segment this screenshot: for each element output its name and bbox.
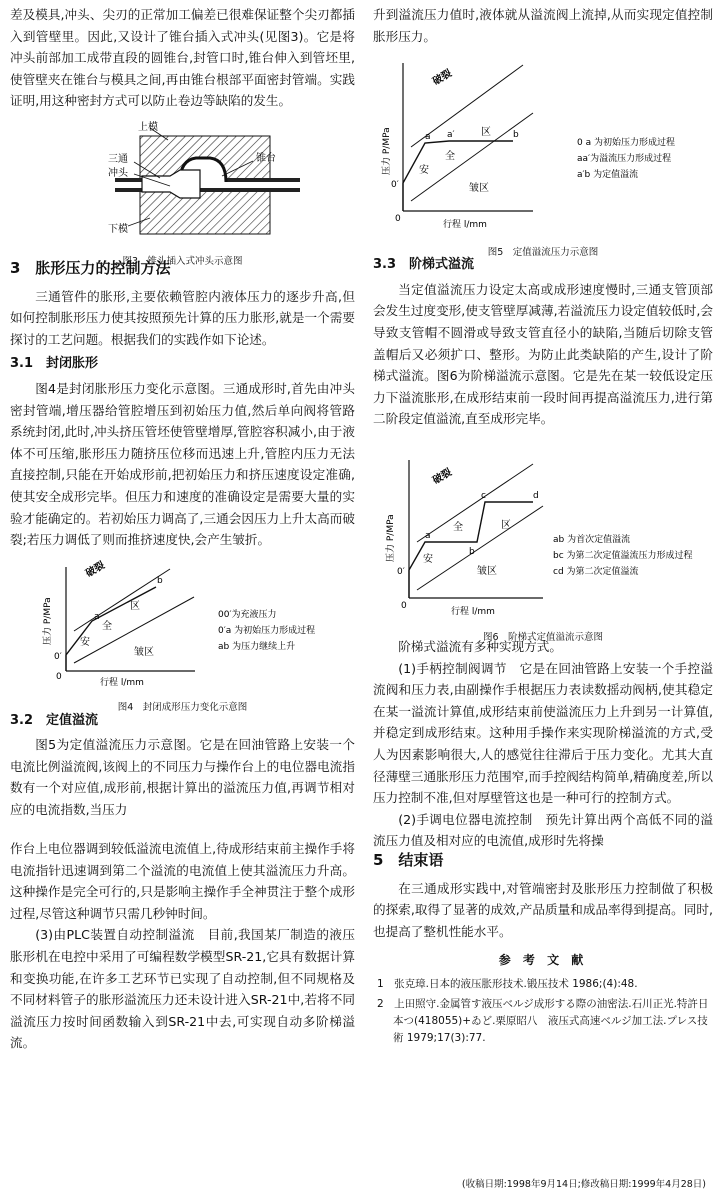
point-c: c: [481, 490, 486, 501]
point-a: a: [425, 530, 431, 541]
x-axis-label: 行程 l/mm: [100, 677, 144, 688]
label-full: 全: [445, 151, 455, 163]
label-burst: 破裂: [431, 68, 454, 88]
label-burst: 破裂: [431, 467, 454, 487]
paragraph: 阶梯式溢流有多种实现方式。: [398, 638, 562, 654]
subsection-title: 3.1 封闭胀形: [10, 356, 99, 372]
paragraph: 图4是封闭胀形压力变化示意图。三通成形时,首先由冲头密封管端,增压器给管腔增压到初始压力值,然后单向阀将管路系统封闭,此时,冲头挤压管坯使管壁增厚,管腔容积减小,由于液体不可压缩,胀形压力随挤压位移而迅速上升,管腔内压力无法直接控制,只能在开始成形前,把初始压力和挤压速度设定准确,使其安全成形完毕。但压力和速度的准确设定是需要大量的实验才能确定的。若初始压力调高了,三通会因压力上升太高而破裂;若压力调低了则而推挤速度快,会产生皱折。: [10, 380, 355, 548]
pressure-curve: [403, 141, 513, 211]
section-title: 3 胀形压力的控制方法: [10, 258, 171, 277]
left-column: [10, 4, 355, 821]
label-full: 全: [102, 620, 112, 632]
reference-item: 2 上田照守.金属管す液压ベルジ成形する際の油密法.石川正光.特許日本つ(418055)+ゐど.栗原昭八 液压式高速ベルジ加工法.プレス技術 1979;17(3):77.: [377, 997, 709, 1044]
label-upper-die: 上模: [138, 121, 158, 133]
pressure-diagram: [373, 55, 713, 235]
legend-item: cd 为第二次定值溢流: [553, 566, 639, 577]
label-wrinkle: 皱区: [134, 646, 154, 658]
legend-item: ab 为压力继续上升: [218, 641, 296, 652]
paragraph: 图5为定值溢流压力示意图。它是在回油管路上安装一个电流比例溢流阀,该阀上的不同压力与操作台上的电位器电流指数有一个对应值,成形前,根据计算出的溢流压力值,再调节相对应的电流指数,当压力: [10, 737, 355, 818]
label-zone: 区: [501, 519, 511, 531]
section-title: 5 结束语: [373, 851, 444, 869]
point-o: 0: [395, 214, 401, 225]
legend-item: 00′为充液压力: [218, 609, 277, 620]
point-a: a: [94, 611, 100, 622]
subsection-title: 3.2 定值溢流: [10, 712, 99, 728]
pressure-diagram: [10, 559, 355, 691]
bottom-left-column: [10, 838, 355, 1054]
paragraph: 在三通成形实践中,对管端密封及胀形压力控制做了积极的探索,取得了显著的成效,产品质量和成品率得到提高。同时,也提高了整机性能水平。: [373, 880, 713, 939]
label-full: 全: [453, 521, 463, 533]
y-axis-label: 压力 P/MPa: [386, 514, 396, 562]
figure-caption: 图3 锥头插入式冲头示意图: [122, 255, 243, 267]
y-axis-label: 压力 P/MPa: [43, 597, 53, 645]
figure-caption: 图5 定值溢流压力示意图: [487, 246, 599, 258]
point-b: b: [469, 546, 475, 557]
legend-item: 0′a 为初始压力形成过程: [218, 625, 316, 636]
y-axis-label: 压力 P/MPa: [382, 127, 392, 176]
subsection-title: 3.3 阶梯式溢流: [373, 257, 475, 273]
label-safe: 安: [419, 165, 429, 177]
received-dates: (收稿日期:1998年9月14日;修改稿日期:1999年4月28日): [461, 1179, 706, 1190]
figure-3: [10, 116, 355, 267]
point-b: b: [157, 575, 163, 586]
label-safe: 安: [423, 553, 433, 565]
label-zone: 区: [481, 127, 491, 139]
figure-caption: 图4 封闭成形压力变化示意图: [117, 702, 248, 714]
legend-item: a′b 为定值溢流: [577, 170, 639, 181]
lower-die: [140, 190, 270, 234]
bottom-right-column: [373, 850, 713, 1050]
label-tee: 三通: [108, 153, 128, 165]
paragraph: 当定值溢流压力设定太高或成形速度慢时,三通支管顶部会发生过度变形,使支管壁厚减薄,若溢流压力设定值较低时,会导致支管帽不圆滑或导致支管直径小的缺陷,当随后切除支管盖帽后又必须扩口、整形。为防止此类缺陷的产生,设计了阶梯式溢流。图6为阶梯溢流示意图。它是先在某一较低设定压力下溢流胀形,在成形结束前一段时间再提高溢流压力,进行第二阶段定值溢流,直至成形完毕。: [373, 281, 713, 427]
legend-item: bc 为第二次定值溢流压力形成过程: [553, 550, 693, 561]
right-column: [373, 4, 713, 852]
paragraph: (3)由PLC装置自动控制溢流 目前,我国某厂制造的液压胀形机在电控中采用了可编程数学模型SR-21,它具有数据计算和变换功能,在许多工艺环节已实现了自动控制,但不同规格及不同材料管子的胀形溢流压力还未设计进入SR-21中,若将不同溢流压力按时间函数输入到SR-21中去,可实现自动多阶梯溢流。: [10, 927, 355, 1051]
point-o2: 0′: [391, 180, 399, 191]
point-o: 0: [56, 671, 62, 682]
label-burst: 破裂: [84, 559, 107, 580]
references-title: 参 考 文 献: [498, 953, 588, 968]
point-o2: 0′: [54, 651, 62, 662]
label-safe: 安: [80, 636, 90, 648]
figure-caption: 图6 阶梯式定值溢流示意图: [482, 631, 604, 643]
figure-5: [373, 55, 713, 258]
figure-6: [373, 450, 713, 643]
paragraph: (2)手调电位器电流控制 预先计算出两个高低不同的溢流压力值及相对应的电流值,成形时先将操: [373, 811, 713, 849]
legend-item: 0 a 为初始压力形成过程: [577, 138, 675, 149]
paragraph: (1)手柄控制阀调节 它是在回油管路上安装一个手控溢流阀和压力表,由副操作手根据压力表读数摇动阀柄,使其稳定在某一溢流计算值,成形结束前使溢流压力上升到另一计算值,并稳定到成形结束。这种用手操作来实现阶梯溢流的方式,受人为因素影响很大,人的感觉往往滞后于压力变化。尤其大直径薄壁三通胀形压力范围窄,而手控阀结构简单,精确度差,所以压力控制不准,但对厚壁管这也是一种可行的控制方式。: [373, 660, 713, 806]
point-a: a: [425, 132, 431, 143]
label-punch: 冲头: [108, 167, 128, 179]
paragraph: 作台上电位器调到较低溢流电流值上,待成形结束前主操作手将电流指针迅速调到第二个溢流的电流值上使其溢流压力升高。这种操作是完全可行的,只是影响主操作手全神贯注于整个成形过程,尽管这种调节只需几秒钟时间。: [10, 841, 355, 921]
label-cone: 锥台: [256, 152, 276, 164]
figure-4: [10, 559, 355, 714]
x-axis-label: 行程 l/mm: [451, 606, 495, 617]
punch-diagram: [10, 116, 355, 244]
legend-item: ab 为首次定值溢流: [553, 534, 631, 545]
reference-item: 1 张克璋.日本的液压胀形技术.锻压技术 1986;(4):48.: [377, 977, 638, 990]
paragraph: 差及模具,冲头、尖刃的正常加工偏差已很难保证整个尖刃都插入到管壁里。因此,又设计了锥台插入式冲头(见图3)。它是将冲头前部加工成带直段的圆锥台,封管口时,锥台伸入到管坯里,使管壁夹在锥台与模具之间,再由锥台根部平面密封管端。实践证明,用这种密封方式可以防止卷边等缺陷的发生。: [10, 7, 355, 109]
label-wrinkle: 皱区: [469, 183, 489, 195]
label-zone: 区: [130, 600, 140, 612]
point-a2: a′: [447, 130, 455, 141]
legend-item: aa′为溢流压力形成过程: [577, 154, 672, 165]
point-b: b: [513, 130, 519, 141]
point-o: 0: [401, 600, 407, 611]
point-d: d: [533, 490, 539, 501]
label-wrinkle: 皱区: [477, 565, 497, 577]
x-axis-label: 行程 l/mm: [443, 220, 487, 231]
label-lower-die: 下模: [108, 223, 128, 235]
paragraph: 升到溢流压力值时,液体就从溢流阀上流掉,从而实现定值控制胀形压力。: [373, 7, 713, 44]
paragraph: 三通管件的胀形,主要依赖管腔内液体压力的逐步升高,但如何控制胀形压力使其按照预先计算的压力胀形,就是一个需要探讨的工艺问题。根据我们的实践作如下论述。: [10, 288, 355, 347]
point-o2: 0′: [397, 566, 405, 577]
pressure-diagram: [373, 450, 713, 620]
